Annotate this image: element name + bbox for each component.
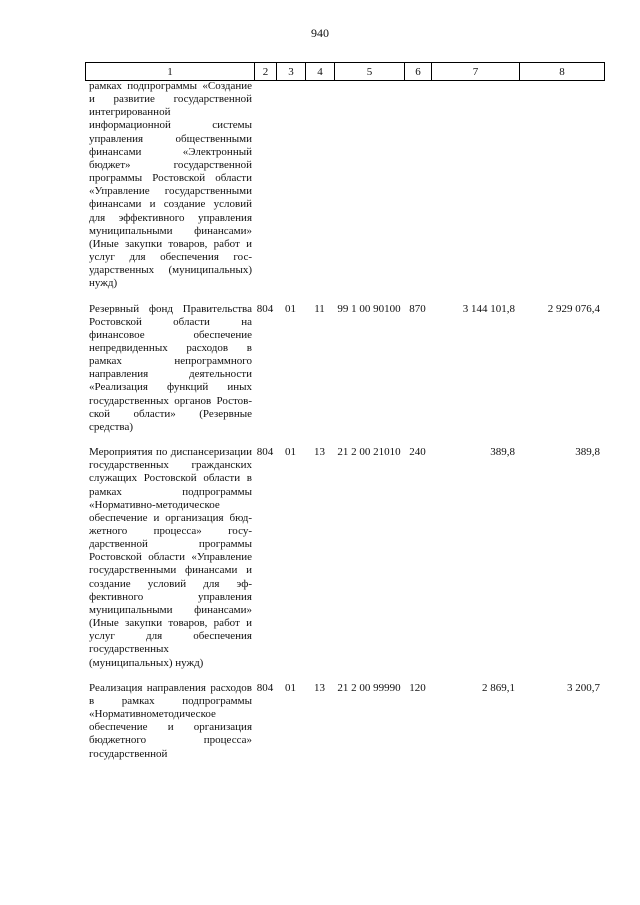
table-row	[85, 682, 604, 761]
row-col-5	[334, 80, 404, 291]
row-col-3: 01	[285, 302, 296, 315]
row-col-7: 2 869,1	[482, 681, 515, 694]
row-gap	[85, 670, 604, 682]
row-col-7: 3 144 101,8	[462, 302, 515, 315]
row-col-6	[404, 80, 431, 291]
row-col-2: 804	[256, 446, 274, 459]
row-col-8: 2 929 076,4	[547, 302, 600, 315]
table-row	[85, 80, 604, 291]
table-header	[85, 62, 605, 81]
row-description: Мероприятия по диспансеризации государственных гражданских служащих Ростовской области в рамках подпрограммы «Нормативно-методическое обеспечение и организация бюджетного процесса» государственной программы Ростовской области «Управление государственными финансами и создание условий для эффективного управления муниципальными финансами» (Иные закупки товаров, работ и услуг для обеспечения государственных (муниципальных) нужд)	[89, 446, 252, 669]
header-col-5: 5	[335, 63, 405, 81]
row-col-8: 389,8	[575, 446, 600, 459]
row-col-8	[519, 80, 604, 291]
row-col-3: 01	[285, 681, 296, 694]
row-description: Резервный фонд Правительства Ростовской области на финансовое обеспечение непредвиденных расходов в рамках непрограммного направления деятельности «Реализация функций иных государственных органов Ростовской области» (Резервные средства)	[89, 302, 252, 433]
page-number: 940	[311, 26, 329, 40]
row-col-3	[276, 80, 305, 291]
row-col-8: 3 200,7	[567, 681, 600, 694]
row-col-7	[431, 80, 519, 291]
row-col-2: 804	[256, 302, 274, 315]
row-col-5: 21 2 00 99990	[337, 681, 401, 694]
table-row	[85, 303, 604, 435]
header-col-4: 4	[306, 63, 335, 81]
header-col-8: 8	[520, 63, 605, 81]
table-row	[85, 446, 604, 670]
header-col-7: 7	[432, 63, 520, 81]
header-col-1: 1	[86, 63, 255, 81]
header-col-3: 3	[277, 63, 306, 81]
row-col-4: 13	[314, 681, 325, 694]
row-col-4: 11	[314, 302, 325, 315]
header-col-2: 2	[255, 63, 277, 81]
row-col-6: 120	[409, 681, 426, 694]
row-col-6: 870	[409, 302, 426, 315]
row-col-2: 804	[256, 681, 274, 694]
header-row	[86, 63, 605, 81]
row-col-2	[254, 80, 276, 291]
row-col-4: 13	[314, 446, 325, 459]
row-description: рамках подпрограммы «Создание и развитие государственной интегрированной информационной системы управления общественными финансами «Электронный бюджет» государственной программы Ростовской области «Управление государственными финансами и создание условий для эффективного управления муниципальными финансами» (Иные закупки товаров, работ и услуг для обеспечения государственных (муниципальных) нужд)	[89, 80, 252, 290]
row-gap	[85, 434, 604, 446]
budget-table	[85, 80, 604, 761]
header-col-6: 6	[405, 63, 432, 81]
row-description: Реализация направления расходов в рамках подпрограммы «Нормативнометодическое обеспечение и организация бюджетного процесса» государственной	[89, 681, 252, 760]
row-col-3: 01	[285, 446, 296, 459]
row-gap	[85, 291, 604, 303]
row-col-5: 99 1 00 90100	[337, 302, 401, 315]
row-col-7: 389,8	[490, 446, 515, 459]
row-col-6: 240	[409, 446, 426, 459]
row-col-5: 21 2 00 21010	[337, 446, 401, 459]
row-col-4	[305, 80, 334, 291]
